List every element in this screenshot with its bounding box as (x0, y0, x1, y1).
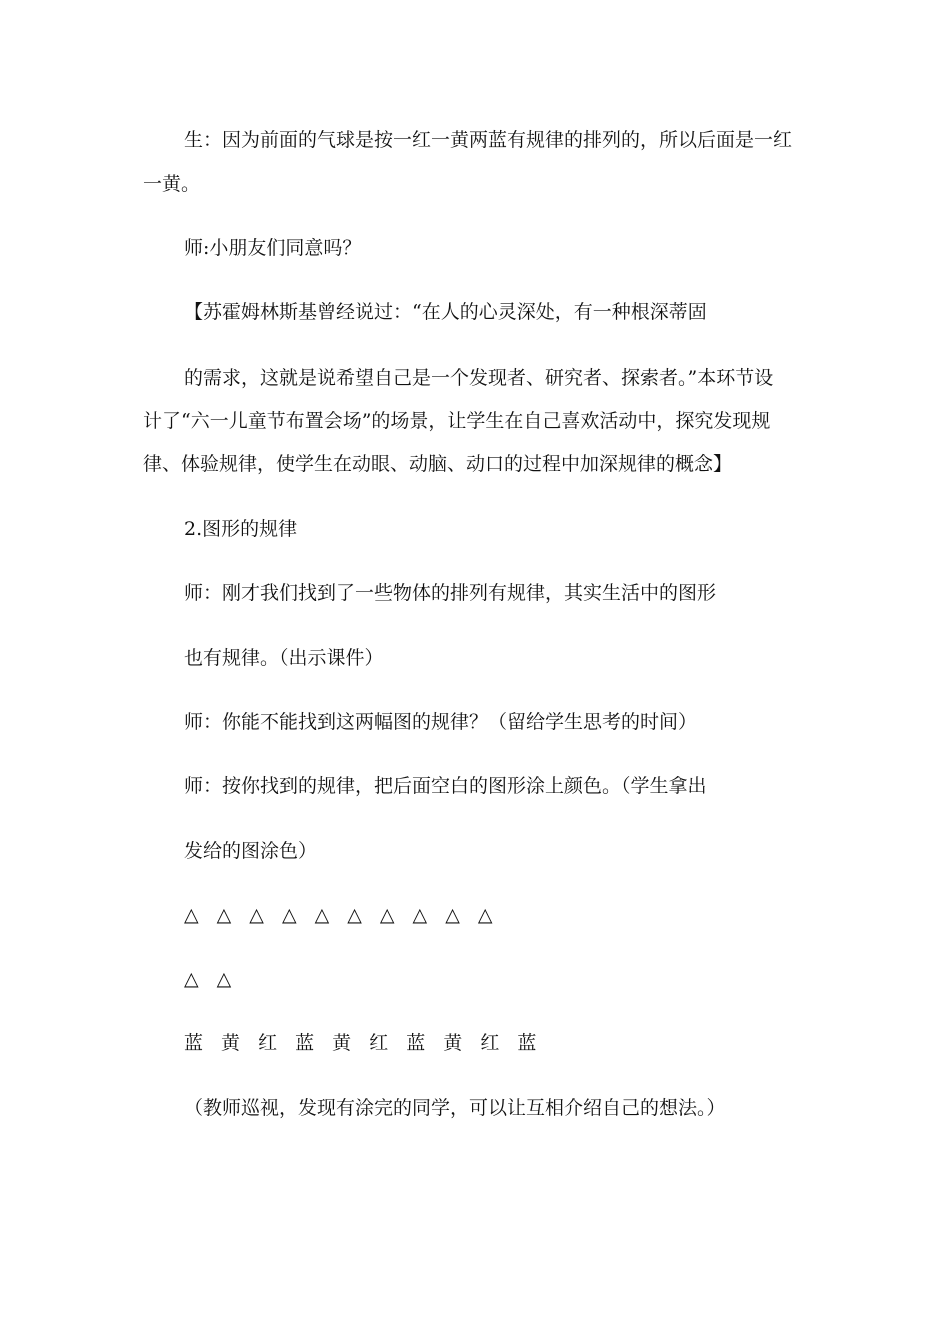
paragraph-teacher-intro-cont: 也有规律。（出示课件） (184, 647, 384, 669)
paragraph-note-start: 【苏霍姆林斯基曾经说过：“在人的心灵深处，有一种根深蒂固 (184, 301, 707, 323)
paragraph-note-line-3: 计了“六一儿童节布置会场”的场景，让学生在自己喜欢活动中，探究发现规 (143, 410, 771, 432)
paragraph-note-line-2: 的需求，这就是说希望自己是一个发现者、研究者、探索者。”本环节设 (184, 367, 774, 389)
color-sequence-row: 蓝 黄 红 蓝 黄 红 蓝 黄 红 蓝 (184, 1032, 543, 1054)
paragraph-student-answer: 生：因为前面的气球是按一红一黄两蓝有规律的排列的，所以后面是一红 (184, 129, 793, 151)
triangle-row-2: △ △ (184, 968, 238, 990)
paragraph-teacher-observe: （教师巡视，发现有涂完的同学，可以让互相介绍自己的想法。） (184, 1097, 726, 1119)
paragraph-student-answer-cont: 一黄。 (143, 173, 201, 195)
paragraph-teacher-instruction-cont: 发给的图涂色） (184, 840, 318, 862)
paragraph-note-line-4: 律、体验规律，使学生在动眼、动脑、动口的过程中加深规律的概念】 (143, 453, 733, 475)
section-heading: 2.图形的规律 (184, 518, 298, 540)
paragraph-teacher-question: 师:小朋友们同意吗？ (184, 237, 362, 259)
triangle-row-1: △ △ △ △ △ △ △ △ △ △ (184, 904, 499, 926)
paragraph-teacher-prompt: 师：你能不能找到这两幅图的规律？（留给学生思考的时间） (184, 711, 698, 733)
paragraph-teacher-intro: 师：刚才我们找到了一些物体的排列有规律，其实生活中的图形 (184, 582, 717, 604)
paragraph-teacher-instruction: 师：按你找到的规律，把后面空白的图形涂上颜色。（学生拿出 (184, 775, 707, 797)
